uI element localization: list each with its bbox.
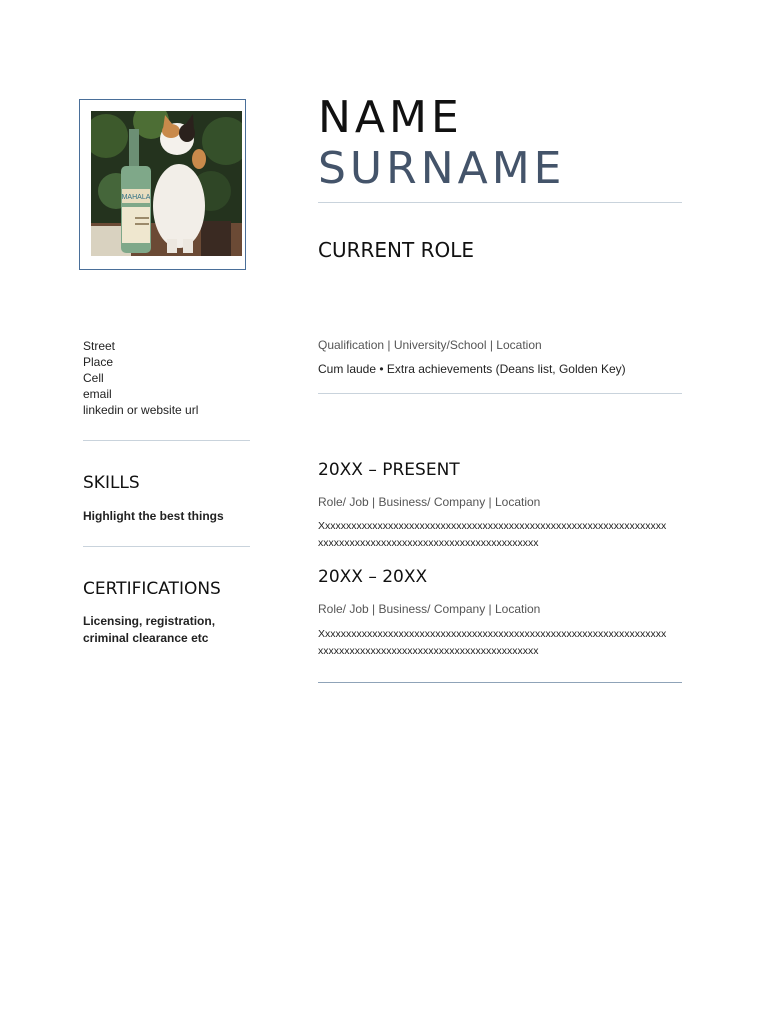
contact-divider	[83, 440, 250, 441]
certifications-heading: CERTIFICATIONS	[83, 579, 221, 599]
skills-divider	[83, 546, 250, 547]
surname: SURNAME	[318, 143, 566, 194]
experience-role: Role/ Job | Business/ Company | Location	[318, 602, 541, 616]
contact-street: Street	[83, 339, 116, 353]
cat-photo-image	[91, 111, 242, 256]
contact-place: Place	[83, 355, 114, 369]
experience-role: Role/ Job | Business/ Company | Location	[318, 495, 541, 509]
education-achievements: Cum laude • Extra achievements (Deans list, Golden Key)	[318, 362, 626, 376]
contact-web: linkedin or website url	[83, 403, 199, 417]
skills-heading: SKILLS	[83, 473, 140, 493]
current-role: CURRENT ROLE	[318, 238, 474, 262]
experience-dates: 20XX – 20XX	[318, 567, 428, 587]
skills-text: Highlight the best things	[83, 509, 224, 523]
contact-email: email	[83, 387, 112, 401]
profile-photo	[91, 111, 242, 256]
first-name: NAME	[318, 92, 463, 143]
certifications-line-1: Licensing, registration,	[83, 614, 216, 628]
experience-divider	[318, 682, 682, 683]
bottle-label: MAHALA	[121, 194, 151, 201]
education-qualification: Qualification | University/School | Location	[318, 338, 542, 352]
contact-cell: Cell	[83, 371, 104, 385]
experience-description-line-1: Xxxxxxxxxxxxxxxxxxxxxxxxxxxxxxxxxxxxxxxxxxxxxxxxxxxxxxxxxxxxxxxxxx	[318, 520, 667, 532]
experience-description-line-2: xxxxxxxxxxxxxxxxxxxxxxxxxxxxxxxxxxxxxxxxxx	[318, 537, 539, 549]
name-divider	[318, 202, 682, 203]
experience-dates: 20XX – PRESENT	[318, 460, 460, 480]
certifications-line-2: criminal clearance etc	[83, 631, 209, 645]
experience-description-line-2: xxxxxxxxxxxxxxxxxxxxxxxxxxxxxxxxxxxxxxxxxx	[318, 645, 539, 657]
education-divider	[318, 393, 682, 394]
experience-description-line-1: Xxxxxxxxxxxxxxxxxxxxxxxxxxxxxxxxxxxxxxxxxxxxxxxxxxxxxxxxxxxxxxxxxx	[318, 628, 667, 640]
